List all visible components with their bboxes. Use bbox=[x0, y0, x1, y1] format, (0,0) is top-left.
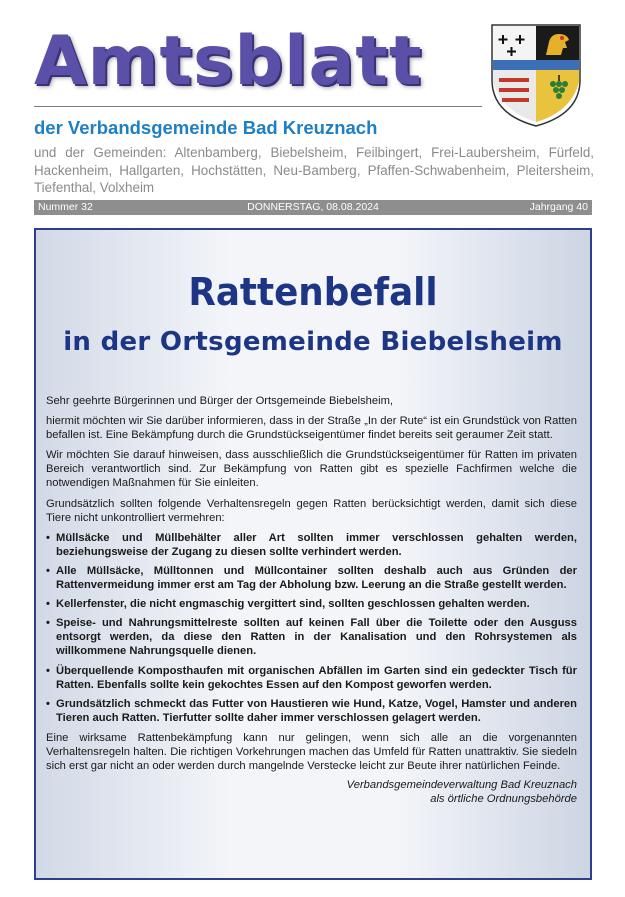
bullet-icon: • bbox=[46, 531, 50, 544]
rule-item bbox=[46, 564, 577, 592]
masthead-subtitle: der Verbandsgemeinde Bad Kreuznach bbox=[34, 117, 378, 138]
closing-paragraph: Eine wirksame Rattenbekämpfung kann nur gelingen, wenn sich alle an die vorgenannten Verhaltensregeln halten. Die richtigen Vorkehrungen machen das Umfeld für Ratten unattraktiv. Sie siedeln sich erst gar nicht an oder werden durch mangelnde Verstecke leicht zur Beute ihrer natürlichen Feinde. bbox=[46, 731, 577, 773]
rule-item bbox=[46, 664, 577, 692]
municipalities-list: und der Gemeinden: Altenbamberg, Biebelsheim, Feilbingert, Frei-Laubersheim, Fürfeld, Hackenheim, Hallgarten, Hochstätten, Neu-Bamberg, Pfaffen-Schwabenheim, Pleitersheim, Tiefenthal, Volxheim bbox=[34, 145, 594, 195]
coat-of-arms-icon bbox=[489, 22, 583, 128]
issue-info-bar bbox=[34, 200, 592, 215]
masthead-title: Amtsblatt bbox=[34, 22, 423, 101]
rule-item bbox=[46, 697, 577, 725]
bullet-icon: • bbox=[46, 664, 50, 677]
rule-item bbox=[46, 597, 577, 611]
paragraph: Wir möchten Sie darauf hinweisen, dass ausschließlich die Grundstückseigentümer für Ratten im privaten Bereich verantwortlich sind. Zur Bekämpfung von Ratten gibt es spezielle Fachfirmen welche die notwendigen Maßnahmen für Sie einleiten. bbox=[46, 449, 577, 490]
greeting: Sehr geehrte Bürgerinnen und Bürger der Ortsgemeinde Biebelsheim, bbox=[46, 395, 394, 407]
notice-body bbox=[46, 394, 577, 806]
rule-item bbox=[46, 616, 577, 658]
rules-list bbox=[46, 531, 577, 725]
rule-text: Grundsätzlich schmeckt das Futter von Haustieren wie Hund, Katze, Vogel, Hamster und anderen Tieren auch Ratten. Tierfutter sollte daher immer verschlossen gelagert werden. bbox=[56, 697, 577, 724]
signature-authority: Verbandsgemeindeverwaltung Bad Kreuznach bbox=[346, 779, 577, 792]
rule-text: Speise- und Nahrungsmittelreste sollten auf keinen Fall über die Toilette oder den Ausguss entsorgt werden, da diese den Ratten in der Kanalisation und den Rohrsystemen als willkommene Nahrungsquelle dienen. bbox=[56, 617, 577, 658]
signature bbox=[46, 779, 577, 806]
bullet-icon: • bbox=[46, 697, 50, 710]
issue-volume: Jahrgang 40 bbox=[529, 201, 588, 213]
paragraph: hiermit möchten wir Sie darüber informieren, dass in der Straße „In der Rute“ ist ein Grundstück von Ratten befallen ist. Eine Bekämpfung durch die Grundstückseigentümer findet bereits seit geraumer Zeit statt. bbox=[46, 415, 577, 442]
rule-text: Überquellende Komposthaufen mit organischen Abfällen im Garten sind ein gedeckter Tisch für Ratten. Ebenfalls sollte kein gekochtes Essen auf den Kompost geworfen werden. bbox=[56, 664, 577, 691]
rule-text: Müllsäcke und Müllbehälter aller Art sollten immer verschlossen gehalten werden, beziehungsweise der Zugang zu diesen sollte verhindert werden. bbox=[56, 531, 577, 558]
rule-item bbox=[46, 531, 577, 559]
signature-role: als örtliche Ordnungsbehörde bbox=[430, 792, 577, 805]
paragraph: Grundsätzlich sollten folgende Verhaltensregeln gegen Ratten berücksichtigt werden, damit sich diese Tiere nicht unkontrolliert vermehren: bbox=[46, 497, 577, 524]
notice-box bbox=[34, 228, 592, 880]
bullet-icon: • bbox=[46, 598, 50, 611]
bullet-icon: • bbox=[46, 617, 50, 630]
issue-number: Nummer 32 bbox=[38, 201, 93, 213]
rule-text: Kellerfenster, die nicht engmaschig vergittert sind, sollten geschlossen gehalten werden. bbox=[56, 598, 530, 611]
notice-headline: Rattenbefall bbox=[188, 270, 438, 314]
title-divider bbox=[34, 106, 482, 107]
bullet-icon: • bbox=[46, 564, 50, 577]
rule-text: Alle Müllsäcke, Mülltonnen und Müllcontainer sollten deshalb auch aus Gründen der Rattenvermeidung immer erst am Tag der Abholung bzw. Leerung an die Straße gestellt werden. bbox=[56, 564, 577, 592]
notice-subheadline: in der Ortsgemeinde Biebelsheim bbox=[63, 327, 563, 357]
issue-date: DONNERSTAG, 08.08.2024 bbox=[247, 201, 379, 213]
